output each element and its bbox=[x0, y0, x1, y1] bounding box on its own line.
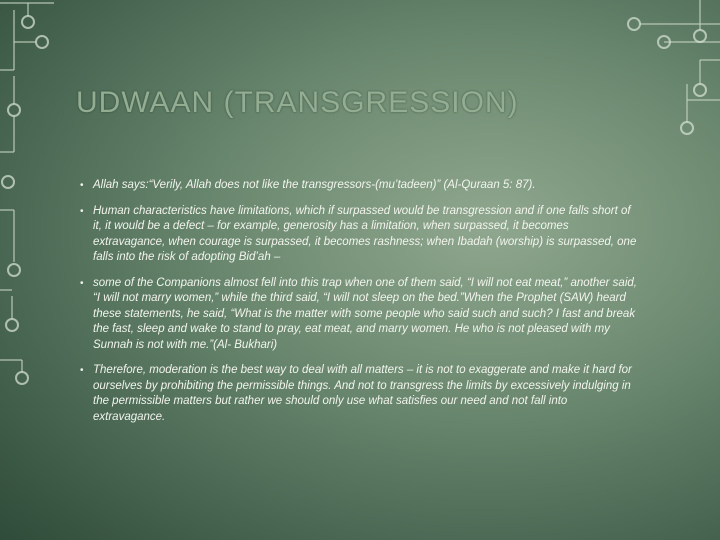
bullet-item bbox=[80, 363, 640, 425]
slide-title: UDWAAN (TRANSGRESSION) bbox=[76, 86, 519, 119]
bullet-dot: • bbox=[80, 180, 84, 191]
bullet-text: Human characteristics have limitations, which if surpassed would be transgression and if one falls short of it, it would be a defect – for example, generosity has a limitation, when surpassed, it becomes extravagance, when courage is surpassed, it becomes rashness; when Ibadah (worship) is surpassed, one falls into the risk of adopting Bid’ah – bbox=[93, 204, 637, 263]
bullet-text: Allah says:“Verily, Allah does not like the transgressors-(mu’tadeen)” (Al-Quraan 5: 87). bbox=[93, 179, 536, 191]
bullet-item bbox=[80, 276, 640, 354]
bullet-list bbox=[80, 178, 640, 435]
bullet-dot: • bbox=[80, 365, 84, 376]
bullet-item bbox=[80, 204, 640, 266]
bullet-text: Therefore, moderation is the best way to deal with all matters – it is not to exaggerate and make it hard for ourselves by prohibiting the permissible things. And not to transgress the limits by excessively indulging in the permissible matters but rather we should only use what satisfies our need and not fall into extravagance. bbox=[93, 364, 632, 423]
bullet-item bbox=[80, 178, 640, 194]
bullet-dot: • bbox=[80, 205, 84, 217]
bullet-dot: • bbox=[80, 277, 84, 289]
bullet-text: some of the Companions almost fell into this trap when one of them said, “I will not eat meat,” another said, “I will not marry women,” while the third said, “I will not sleep on the bed.”When the Prophet (SAW) heard these statements, he said, “What is the matter with some people who said such and such? I fast and break the fast, sleep and wake to stand to pray, eat meat, and marry women. He who is not pleased with my Sunnah is not with me.”(Al- Bukhari) bbox=[93, 276, 637, 351]
